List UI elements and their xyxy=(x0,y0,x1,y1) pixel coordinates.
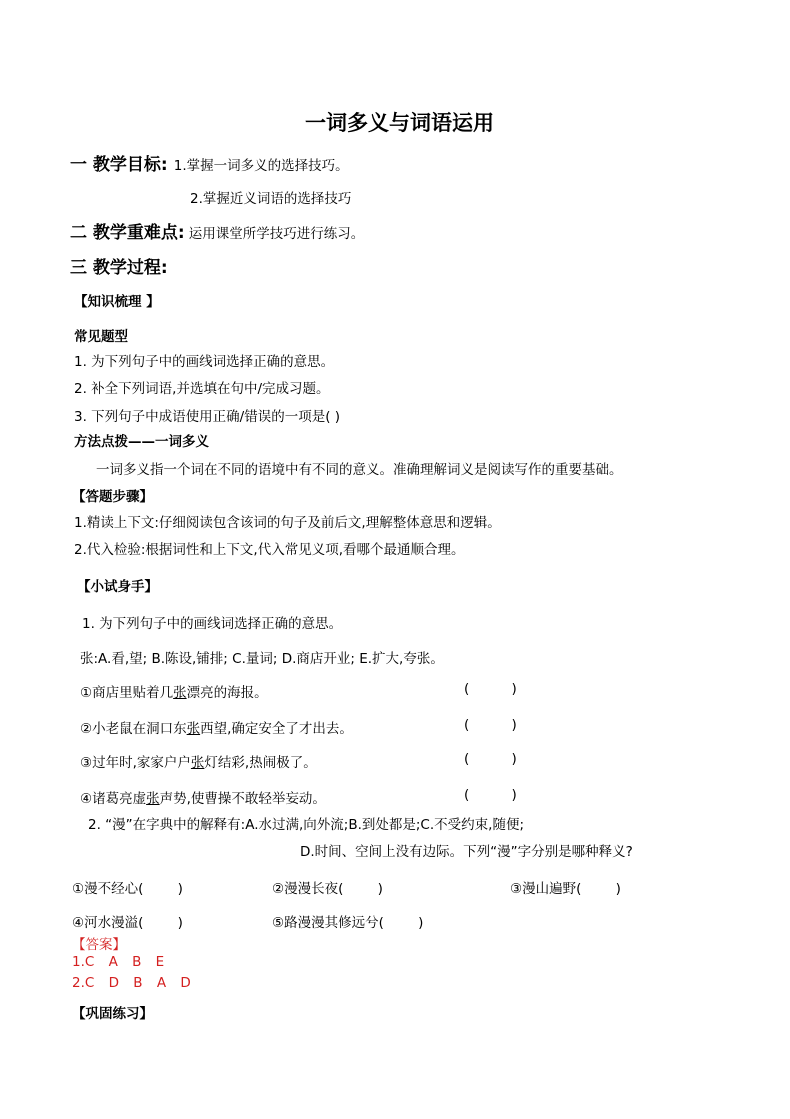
sentence-text: ③过年时,家家户户 xyxy=(80,755,191,771)
section-heading: 三 教学过程: xyxy=(70,258,168,278)
sentence-text: 西望,确定安全了才出去。 xyxy=(200,721,353,737)
section-key-points xyxy=(70,218,364,243)
sentence-text: 灯结彩,热闹极了。 xyxy=(204,755,317,771)
section-heading: 二 教学重难点 xyxy=(70,223,178,243)
goal-item: 2.掌握近义词语的选择技巧 xyxy=(190,191,352,207)
list-item: 2. 补全下列词语,并选填在句中/完成习题。 xyxy=(74,381,330,397)
question-sentence xyxy=(80,717,353,737)
underlined-word: 张 xyxy=(186,721,201,737)
sentence-text: ②小老鼠在洞口东 xyxy=(80,721,187,737)
question-sentence xyxy=(80,681,268,701)
goal-item: 1.掌握一词多义的选择技巧。 xyxy=(173,158,349,174)
answer-blank[interactable]: ( ) xyxy=(464,681,517,697)
sentence-text: ④诸葛亮虚 xyxy=(80,791,147,807)
section-heading: 一 教学目标 xyxy=(70,155,161,175)
answer-line: 1.C A B E xyxy=(72,954,165,970)
question-item: ④河水漫溢( ) xyxy=(72,915,183,931)
knowledge-label: 【知识梳理 】 xyxy=(74,294,160,310)
question-stem: 2. “漫”在字典中的解释有:A.水过满,向外流;B.到处都是;C.不受约束,随便; xyxy=(88,817,524,833)
sentence-text: ①商店里贴着几 xyxy=(80,685,174,701)
question-sentence xyxy=(80,787,326,807)
answer-blank[interactable]: ( ) xyxy=(464,751,517,767)
underlined-word: 张 xyxy=(146,791,160,807)
sentence-text: 漂亮的海报。 xyxy=(186,685,268,701)
question-item: ③漫山遍野( ) xyxy=(510,881,621,897)
answer-blank[interactable]: ( ) xyxy=(464,717,517,733)
section-goals xyxy=(70,150,349,175)
method-text: 一词多义指一个词在不同的语境中有不同的意义。准确理解词义是阅读写作的重要基础。 xyxy=(96,462,623,478)
underlined-word: 张 xyxy=(173,685,187,701)
section-text: 运用课堂所学技巧进行练习。 xyxy=(188,226,365,242)
page-title: 一词多义与词语运用 xyxy=(305,111,494,135)
list-item: 2.代入检验:根据词性和上下文,代入常见义项,看哪个最通顺合理。 xyxy=(74,542,465,558)
list-item: 3. 下列句子中成语使用正确/错误的一项是( ) xyxy=(74,409,341,425)
practice-label: 【小试身手】 xyxy=(77,579,158,595)
list-item: 1. 为下列句子中的画线词选择正确的意思。 xyxy=(74,354,335,370)
method-label: 方法点拨——一词多义 xyxy=(74,434,209,450)
common-types-label: 常见题型 xyxy=(74,329,128,345)
question-stem: 1. 为下列句子中的画线词选择正确的意思。 xyxy=(82,616,343,632)
answer-label: 【答案】 xyxy=(72,937,126,953)
steps-label: 【答题步骤】 xyxy=(72,489,153,505)
question-item: ①漫不经心( ) xyxy=(72,881,183,897)
answer-line: 2.C D B A D xyxy=(72,975,191,991)
colon: : xyxy=(160,155,168,175)
sentence-text: 声势,使曹操不敢轻举妄动。 xyxy=(159,791,326,807)
question-options: 张:A.看,望; B.陈设,铺排; C.量词; D.商店开业; E.扩大,夸张。 xyxy=(80,651,444,667)
answer-blank[interactable]: ( ) xyxy=(464,787,517,803)
colon: : xyxy=(177,223,185,243)
question-item: ②漫漫长夜( ) xyxy=(272,881,383,897)
question-stem: D.时间、空间上没有边际。下列“漫”字分别是哪种释义? xyxy=(300,844,633,860)
underlined-word: 张 xyxy=(190,755,205,771)
consolidate-label: 【巩固练习】 xyxy=(72,1006,153,1022)
question-item: ⑤路漫漫其修远兮( ) xyxy=(272,915,424,931)
list-item: 1.精读上下文:仔细阅读包含该词的句子及前后文,理解整体意思和逻辑。 xyxy=(74,515,501,531)
question-sentence xyxy=(80,751,317,771)
